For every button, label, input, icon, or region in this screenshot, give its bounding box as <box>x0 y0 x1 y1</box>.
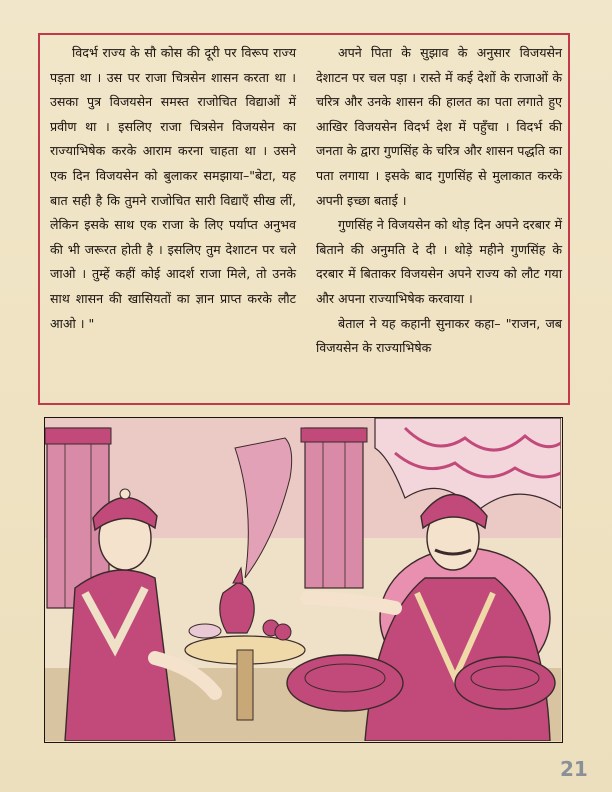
story-illustration <box>44 417 563 743</box>
center-pillar <box>301 428 367 588</box>
story-paragraph: विदर्भ राज्य के सौ कोस की दूरी पर विरूप राज्य पड़ता था । उस पर राजा चित्रसेन शासन करता था । उसका पुत्र विजयसेन समस्त राजोचित विद्याओं में प्रवीण था । इसलिए राजा चित्रसेन विजयसेन का राज्याभिषेक करके आराम करना चाहता था । उसने एक दिन विजयसेन को बुलाकर समझाया–"बेटा, यह बात सही है कि तुमने राजोचित सारी विद्याएँ सीख लीं, लेकिन इसके साथ एक राजा के लिए पर्याप्त अनुभव की भी जरूरत होती है । इसलिए तुम देशाटन पर चले जाओ । तुम्हें कहीं कोई आदर्श राजा मिले, तो उनके साथ शासन की खासियतों का ज्ञान प्राप्त करके लौट आओ । " <box>50 45 296 331</box>
page-number: 21 <box>560 757 588 781</box>
story-column-right <box>316 41 562 361</box>
story-text-frame <box>38 33 570 405</box>
story-paragraph: अपने पिता के सुझाव के अनुसार विजयसेन देशाटन पर चल पड़ा । रास्ते में कई देशों के राजाओं के चरित्र और उनके शासन की हालत का पता लगाते हुए आखिर विजयसेन विदर्भ देश में पहुँचा । विदर्भ की जनता के द्वारा गुणसिंह के चरित्र और शासन पद्धति का पता लगाया । इसके बाद गुणसिंह से मुलाकात करके अपनी इच्छा बताई । <box>316 45 562 208</box>
story-paragraph: गुणसिंह ने विजयसेन को थोड़ दिन अपने दरबार में बिताने की अनुमति दे दी । थोड़े महीने गुणसिंह के दरबार में बिताकर विजयसेन अपने राज्य को लौट गया और अपना राज्याभिषेक करवाया । <box>316 217 562 306</box>
story-paragraph: बेताल ने यह कहानी सुनाकर कहा– "राजन, जब विजयसेन के राज्याभिषेक <box>316 315 562 356</box>
story-column-left <box>50 41 296 336</box>
court-scene-illustration <box>45 418 561 741</box>
